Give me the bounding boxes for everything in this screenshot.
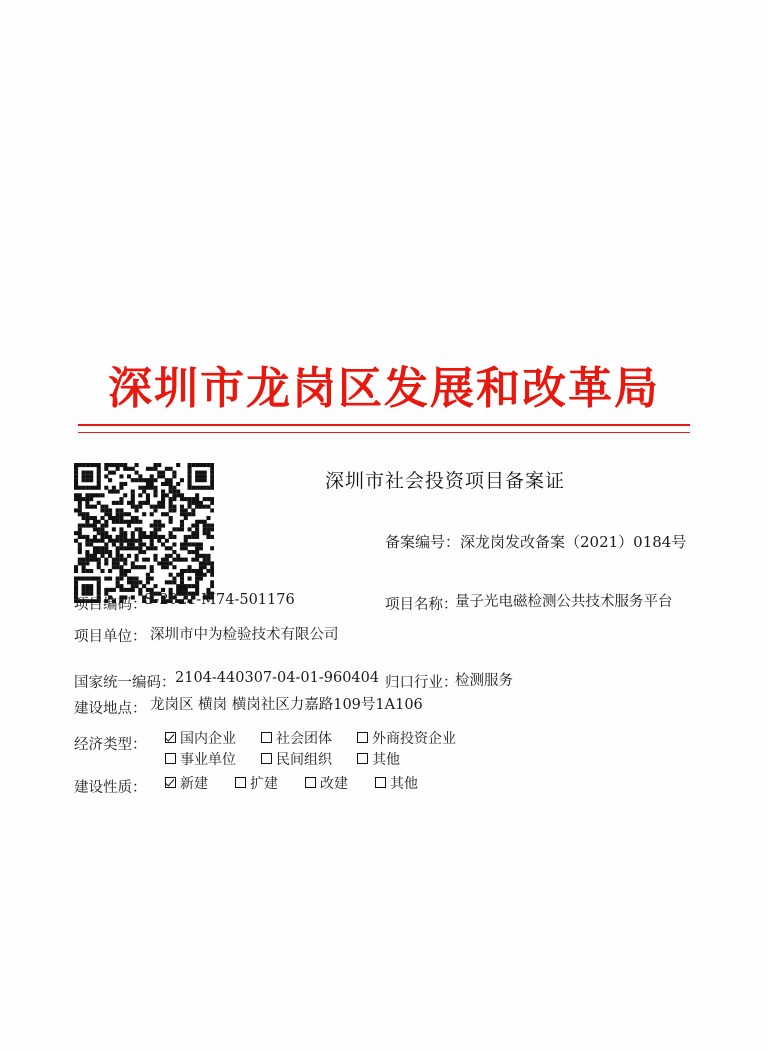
economy-type-option[interactable]: [165, 749, 261, 769]
economy-type-option-label: 外商投资企业: [372, 730, 456, 747]
project-code-label: 项目编码：: [74, 597, 147, 613]
checkbox-icon[interactable]: [375, 777, 386, 788]
checkbox-icon[interactable]: [357, 732, 368, 743]
project-name-value: 量子光电磁检测公共技术服务平台: [455, 594, 673, 610]
build-nature-option[interactable]: [305, 773, 375, 793]
address-label: 建设地点：: [74, 701, 147, 717]
economy-type-option-label: 事业单位: [180, 751, 236, 768]
economy-type-options: [165, 727, 497, 769]
qr-code-icon: [74, 463, 214, 603]
build-nature-option-label: 改建: [320, 775, 348, 792]
header-divider-thin: [78, 432, 690, 433]
project-unit-value: 深圳市中为检验技术有限公司: [150, 627, 339, 643]
economy-type-row: [165, 748, 497, 769]
checkbox-icon[interactable]: [357, 753, 368, 764]
build-nature-option[interactable]: [235, 773, 305, 793]
unified-code-label: 国家统一编码：: [74, 675, 176, 691]
unified-code-value: 2104-440307-04-01-960404: [175, 670, 380, 686]
address-value: 龙岗区 横岗 横岗社区力嘉路109号1A106: [150, 697, 423, 713]
economy-type-option[interactable]: [261, 749, 357, 769]
economy-type-option-label: 民间组织: [276, 751, 332, 768]
build-nature-row: [165, 772, 445, 793]
economy-type-option-label: 社会团体: [276, 730, 332, 747]
economy-type-label: 经济类型：: [74, 737, 147, 753]
header-divider-thick: [78, 424, 690, 426]
checkbox-icon[interactable]: [165, 753, 176, 764]
checkbox-icon[interactable]: [261, 753, 272, 764]
record-number: 备案编号：深龙岗发改备案（2021）0184号: [385, 533, 687, 551]
build-nature-option-label: 扩建: [250, 775, 278, 792]
economy-type-row: [165, 727, 497, 748]
economy-type-option[interactable]: [261, 728, 357, 748]
project-name-label: 项目名称：: [385, 597, 458, 613]
build-nature-option[interactable]: [375, 773, 445, 793]
economy-type-option[interactable]: [357, 728, 497, 748]
checkbox-checked-icon[interactable]: [165, 777, 176, 788]
economy-type-option[interactable]: [357, 749, 497, 769]
build-nature-options: [165, 772, 445, 793]
checkbox-icon[interactable]: [261, 732, 272, 743]
checkbox-icon[interactable]: [235, 777, 246, 788]
economy-type-option-label: 其他: [372, 751, 400, 768]
checkbox-checked-icon[interactable]: [165, 732, 176, 743]
build-nature-option-label: 其他: [390, 775, 418, 792]
economy-type-option-label: 国内企业: [180, 730, 236, 747]
build-nature-option-label: 新建: [180, 775, 208, 792]
economy-type-option[interactable]: [165, 728, 261, 748]
build-nature-label: 建设性质：: [74, 780, 147, 796]
checkbox-icon[interactable]: [305, 777, 316, 788]
document-subtitle: 深圳市社会投资项目备案证: [324, 470, 565, 492]
project-code-value: S-2021-M74-501176: [144, 592, 295, 608]
industry-value: 检测服务: [455, 673, 513, 689]
industry-label: 归口行业：: [385, 675, 458, 691]
issuer-title: 深圳市龙岗区发展和改革局: [108, 363, 660, 414]
build-nature-option[interactable]: [165, 773, 235, 793]
project-unit-label: 项目单位：: [74, 629, 147, 645]
